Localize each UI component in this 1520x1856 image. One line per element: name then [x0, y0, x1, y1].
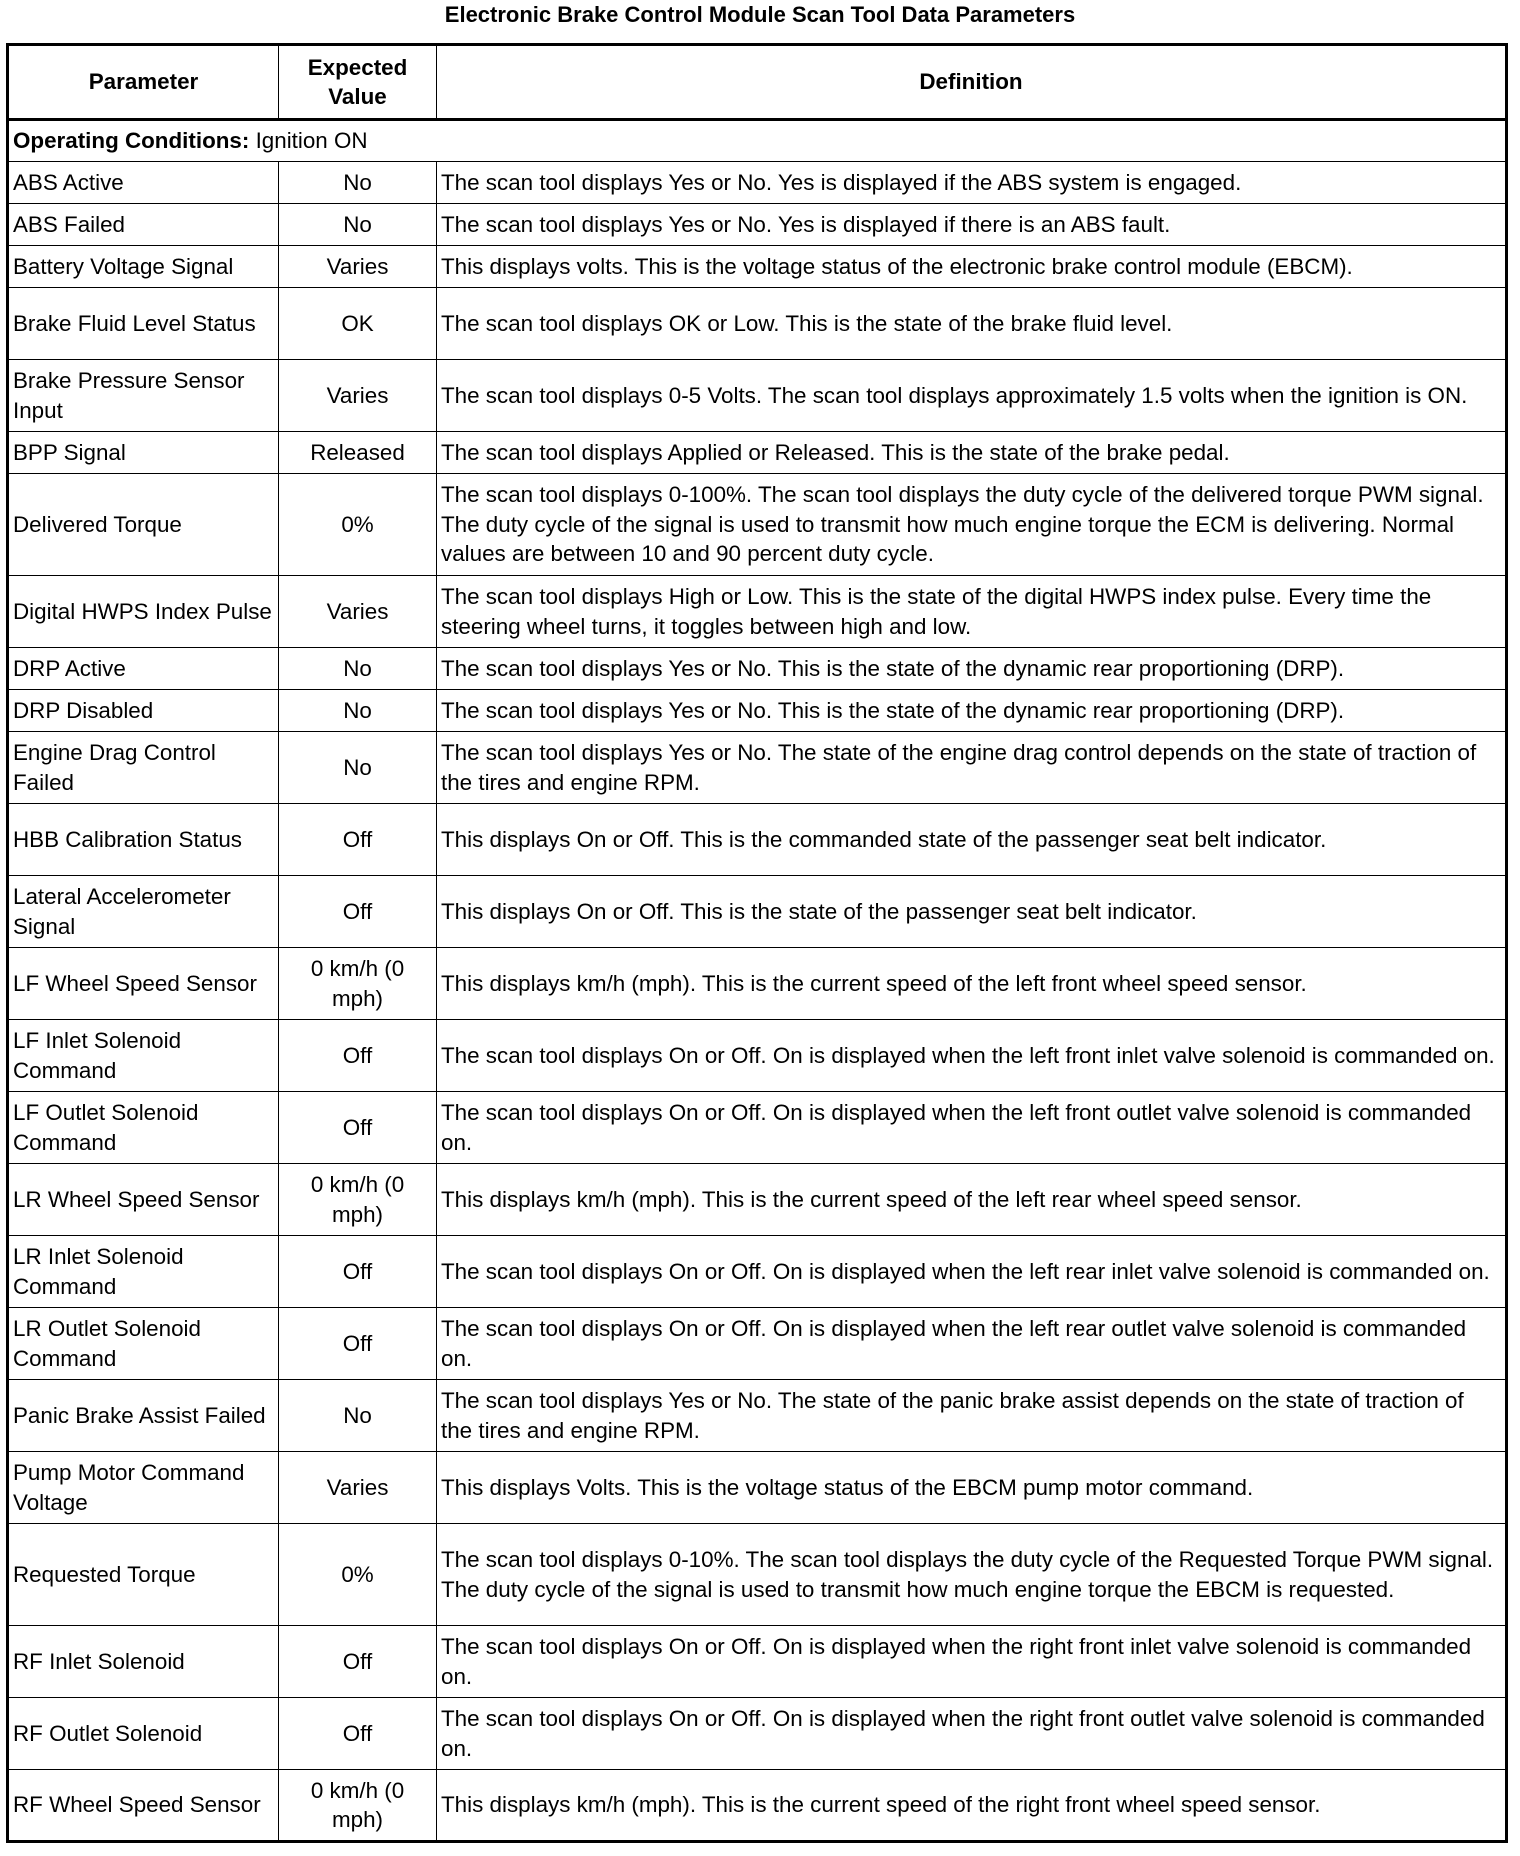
definition-cell: The scan tool displays Yes or No. The state of the engine drag control depends on the state of traction of the tires and engine RPM. [437, 732, 1507, 804]
table-row [8, 576, 1507, 648]
expected-value-cell: Off [279, 1626, 437, 1698]
parameter-cell: Battery Voltage Signal [8, 246, 279, 288]
expected-value-cell: Off [279, 1308, 437, 1380]
expected-value-cell: 0 km/h (0 mph) [279, 1164, 437, 1236]
parameter-cell: Pump Motor Command Voltage [8, 1452, 279, 1524]
parameter-cell: HBB Calibration Status [8, 804, 279, 876]
document-title: Electronic Brake Control Module Scan Tool Data Parameters [444, 2, 1076, 27]
expected-value-cell: Off [279, 1698, 437, 1770]
expected-value-cell: Varies [279, 246, 437, 288]
parameter-cell: DRP Disabled [8, 690, 279, 732]
definition-cell: This displays Volts. This is the voltage status of the EBCM pump motor command. [437, 1452, 1507, 1524]
expected-value-cell: No [279, 204, 437, 246]
definition-cell: The scan tool displays Yes or No. Yes is displayed if the ABS system is engaged. [437, 162, 1507, 204]
expected-value-cell: No [279, 648, 437, 690]
table-row [8, 732, 1507, 804]
definition-cell: The scan tool displays On or Off. On is displayed when the left rear inlet valve solenoid is commanded on. [437, 1236, 1507, 1308]
table-row [8, 474, 1507, 576]
table-row [8, 1770, 1507, 1842]
operating-conditions-cell [8, 120, 1507, 162]
definition-cell: This displays km/h (mph). This is the current speed of the left front wheel speed sensor. [437, 948, 1507, 1020]
parameter-cell: LR Inlet Solenoid Command [8, 1236, 279, 1308]
operating-conditions-row [8, 120, 1507, 162]
definition-cell: This displays On or Off. This is the state of the passenger seat belt indicator. [437, 876, 1507, 948]
parameter-cell: DRP Active [8, 648, 279, 690]
definition-cell: This displays On or Off. This is the commanded state of the passenger seat belt indicator. [437, 804, 1507, 876]
table-row [8, 204, 1507, 246]
table-row [8, 1698, 1507, 1770]
expected-value-cell: Off [279, 1020, 437, 1092]
expected-value-cell: Off [279, 1236, 437, 1308]
expected-value-cell: No [279, 690, 437, 732]
table-row [8, 1308, 1507, 1380]
definition-cell: The scan tool displays On or Off. On is displayed when the left front outlet valve solenoid is commanded on. [437, 1092, 1507, 1164]
expected-value-cell: Varies [279, 576, 437, 648]
parameter-cell: RF Inlet Solenoid [8, 1626, 279, 1698]
header-expected-value: Expected Value [279, 45, 437, 120]
operating-conditions-value: Ignition ON [255, 128, 368, 154]
parameter-cell: LR Wheel Speed Sensor [8, 1164, 279, 1236]
definition-cell: The scan tool displays High or Low. This is the state of the digital HWPS index pulse. Every time the steering wheel turns, it toggles between high and low. [437, 576, 1507, 648]
header-definition: Definition [437, 45, 1507, 120]
expected-value-cell: OK [279, 288, 437, 360]
table-row [8, 1524, 1507, 1626]
definition-cell: The scan tool displays On or Off. On is displayed when the right front inlet valve solenoid is commanded on. [437, 1626, 1507, 1698]
definition-cell: The scan tool displays Yes or No. Yes is displayed if there is an ABS fault. [437, 204, 1507, 246]
parameter-cell: RF Wheel Speed Sensor [8, 1770, 279, 1842]
expected-value-cell: No [279, 1380, 437, 1452]
operating-conditions-label: Operating Conditions: [13, 128, 250, 154]
parameter-cell: Engine Drag Control Failed [8, 732, 279, 804]
table-row [8, 1092, 1507, 1164]
definition-cell: This displays km/h (mph). This is the current speed of the left rear wheel speed sensor. [437, 1164, 1507, 1236]
parameter-cell: Requested Torque [8, 1524, 279, 1626]
table-row [8, 360, 1507, 432]
parameter-cell: Brake Fluid Level Status [8, 288, 279, 360]
parameter-cell: LF Outlet Solenoid Command [8, 1092, 279, 1164]
parameter-cell: LR Outlet Solenoid Command [8, 1308, 279, 1380]
definition-cell: The scan tool displays OK or Low. This is the state of the brake fluid level. [437, 288, 1507, 360]
table-row [8, 876, 1507, 948]
expected-value-cell: 0 km/h (0 mph) [279, 1770, 437, 1842]
definition-cell: The scan tool displays Yes or No. This is the state of the dynamic rear proportioning (DRP). [437, 690, 1507, 732]
table-row [8, 1626, 1507, 1698]
definition-cell: The scan tool displays Applied or Released. This is the state of the brake pedal. [437, 432, 1507, 474]
definition-cell: The scan tool displays On or Off. On is displayed when the left front inlet valve solenoid is commanded on. [437, 1020, 1507, 1092]
table-row [8, 648, 1507, 690]
expected-value-cell: 0% [279, 1524, 437, 1626]
expected-value-cell: 0 km/h (0 mph) [279, 948, 437, 1020]
table-body [8, 120, 1507, 1842]
parameter-cell: Panic Brake Assist Failed [8, 1380, 279, 1452]
parameter-cell: LF Wheel Speed Sensor [8, 948, 279, 1020]
parameter-cell: Delivered Torque [8, 474, 279, 576]
parameter-cell: ABS Failed [8, 204, 279, 246]
table-row [8, 690, 1507, 732]
parameter-cell: Digital HWPS Index Pulse [8, 576, 279, 648]
table-row [8, 246, 1507, 288]
table-row [8, 1380, 1507, 1452]
definition-cell: The scan tool displays 0-5 Volts. The scan tool displays approximately 1.5 volts when the ignition is ON. [437, 360, 1507, 432]
expected-value-cell: Varies [279, 1452, 437, 1524]
table-row [8, 948, 1507, 1020]
parameter-cell: RF Outlet Solenoid [8, 1698, 279, 1770]
expected-value-cell: Off [279, 1092, 437, 1164]
definition-cell: The scan tool displays 0-10%. The scan tool displays the duty cycle of the Requested Torque PWM signal. The duty cycle of the signal is used to transmit how much engine torque the EBCM is requested. [437, 1524, 1507, 1626]
expected-value-cell: No [279, 732, 437, 804]
definition-cell: The scan tool displays 0-100%. The scan tool displays the duty cycle of the delivered torque PWM signal. The duty cycle of the signal is used to transmit how much engine torque the ECM is delivering. Normal values are between 10 and 90 percent duty cycle. [437, 474, 1507, 576]
parameter-cell: ABS Active [8, 162, 279, 204]
table-row [8, 1236, 1507, 1308]
definition-cell: This displays km/h (mph). This is the current speed of the right front wheel speed sensor. [437, 1770, 1507, 1842]
definition-cell: The scan tool displays On or Off. On is displayed when the right front outlet valve solenoid is commanded on. [437, 1698, 1507, 1770]
table-row [8, 804, 1507, 876]
expected-value-cell: No [279, 162, 437, 204]
table-header-row [8, 45, 1507, 120]
table-row [8, 1164, 1507, 1236]
definition-cell: The scan tool displays On or Off. On is displayed when the left rear outlet valve solenoid is commanded on. [437, 1308, 1507, 1380]
table-row [8, 1452, 1507, 1524]
table-row [8, 432, 1507, 474]
expected-value-cell: Off [279, 876, 437, 948]
definition-cell: The scan tool displays Yes or No. The state of the panic brake assist depends on the state of traction of the tires and engine RPM. [437, 1380, 1507, 1452]
expected-value-cell: 0% [279, 474, 437, 576]
definition-cell: The scan tool displays Yes or No. This is the state of the dynamic rear proportioning (DRP). [437, 648, 1507, 690]
parameter-cell: Brake Pressure Sensor Input [8, 360, 279, 432]
parameter-cell: BPP Signal [8, 432, 279, 474]
expected-value-cell: Released [279, 432, 437, 474]
scan-tool-data-table [6, 43, 1508, 1843]
table-row [8, 162, 1507, 204]
parameter-cell: LF Inlet Solenoid Command [8, 1020, 279, 1092]
table-row [8, 1020, 1507, 1092]
expected-value-cell: Off [279, 804, 437, 876]
definition-cell: This displays volts. This is the voltage status of the electronic brake control module (EBCM). [437, 246, 1507, 288]
parameter-cell: Lateral Accelerometer Signal [8, 876, 279, 948]
header-parameter: Parameter [8, 45, 279, 120]
expected-value-cell: Varies [279, 360, 437, 432]
table-row [8, 288, 1507, 360]
